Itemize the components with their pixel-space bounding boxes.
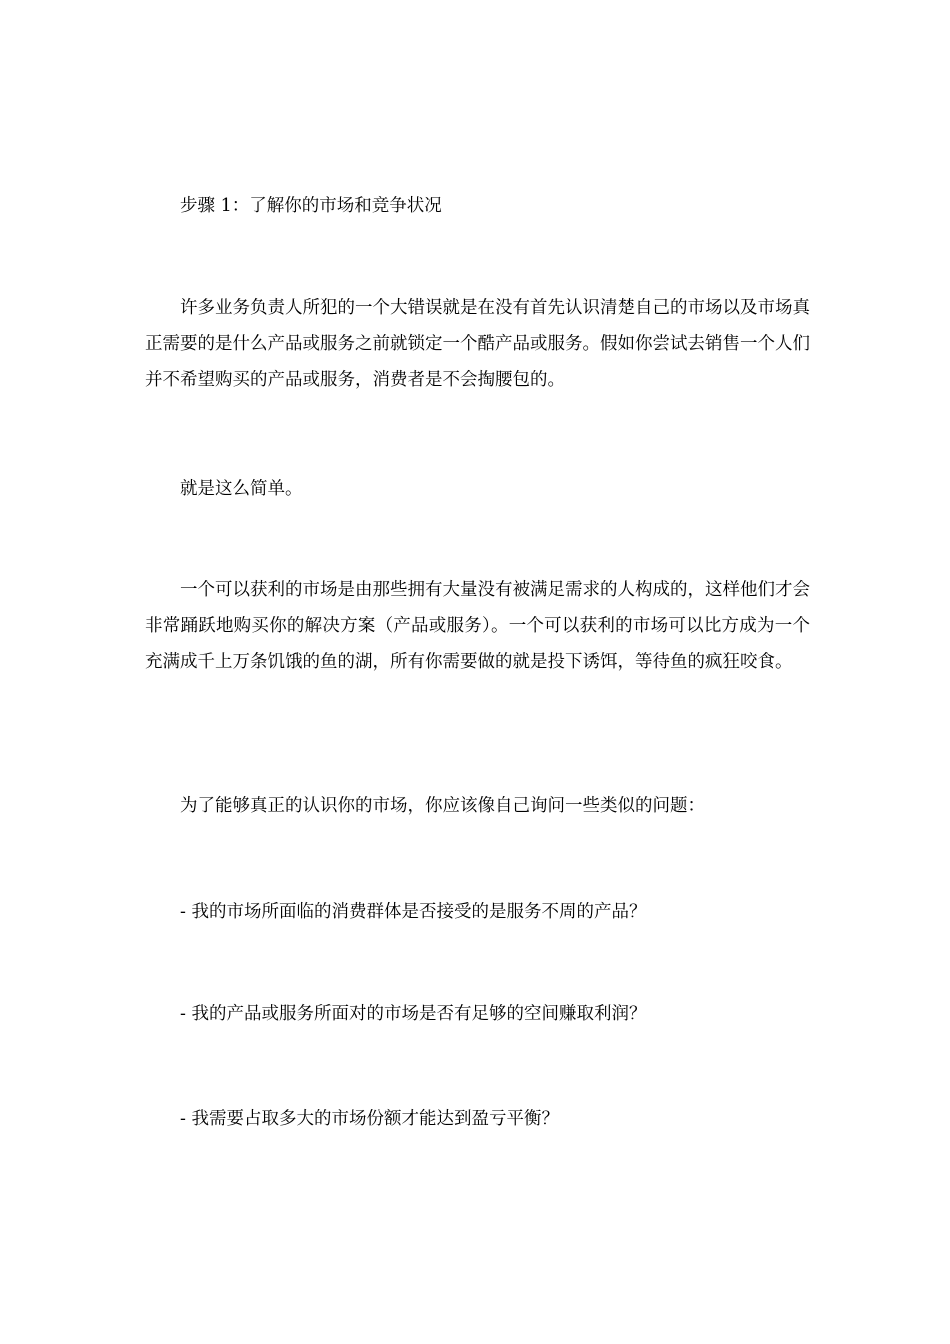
paragraph-mistake: 许多业务负责人所犯的一个大错误就是在没有首先认识清楚自己的市场以及市场真正需要的是什么产品或服务之前就锁定一个酷产品或服务。假如你尝试去销售一个人们并不希望购买的产品或服务，消费者是不会掏腰包的。 xyxy=(145,298,810,390)
paragraph-questions-intro: 为了能够真正的认识你的市场，你应该像自己询问一些类似的问题： xyxy=(180,796,705,816)
question-item-market-share: - 我需要占取多大的市场份额才能达到盈亏平衡？ xyxy=(180,1109,559,1129)
paragraph-profitable-market: 一个可以获利的市场是由那些拥有大量没有被满足需求的人构成的，这样他们才会非常踊跃地购买你的解决方案（产品或服务）。一个可以获利的市场可以比方成为一个充满成千上万条饥饿的鱼的湖，所有你需要做的就是投下诱饵，等待鱼的疯狂咬食。 xyxy=(145,580,810,672)
question-item-profit-space: - 我的产品或服务所面对的市场是否有足够的空间赚取利润？ xyxy=(180,1004,647,1024)
section-heading: 步骤 1：了解你的市场和竞争状况 xyxy=(180,196,442,216)
paragraph-simple: 就是这么简单。 xyxy=(180,479,303,499)
question-item-consumers: - 我的市场所面临的消费群体是否接受的是服务不周的产品？ xyxy=(180,902,647,922)
